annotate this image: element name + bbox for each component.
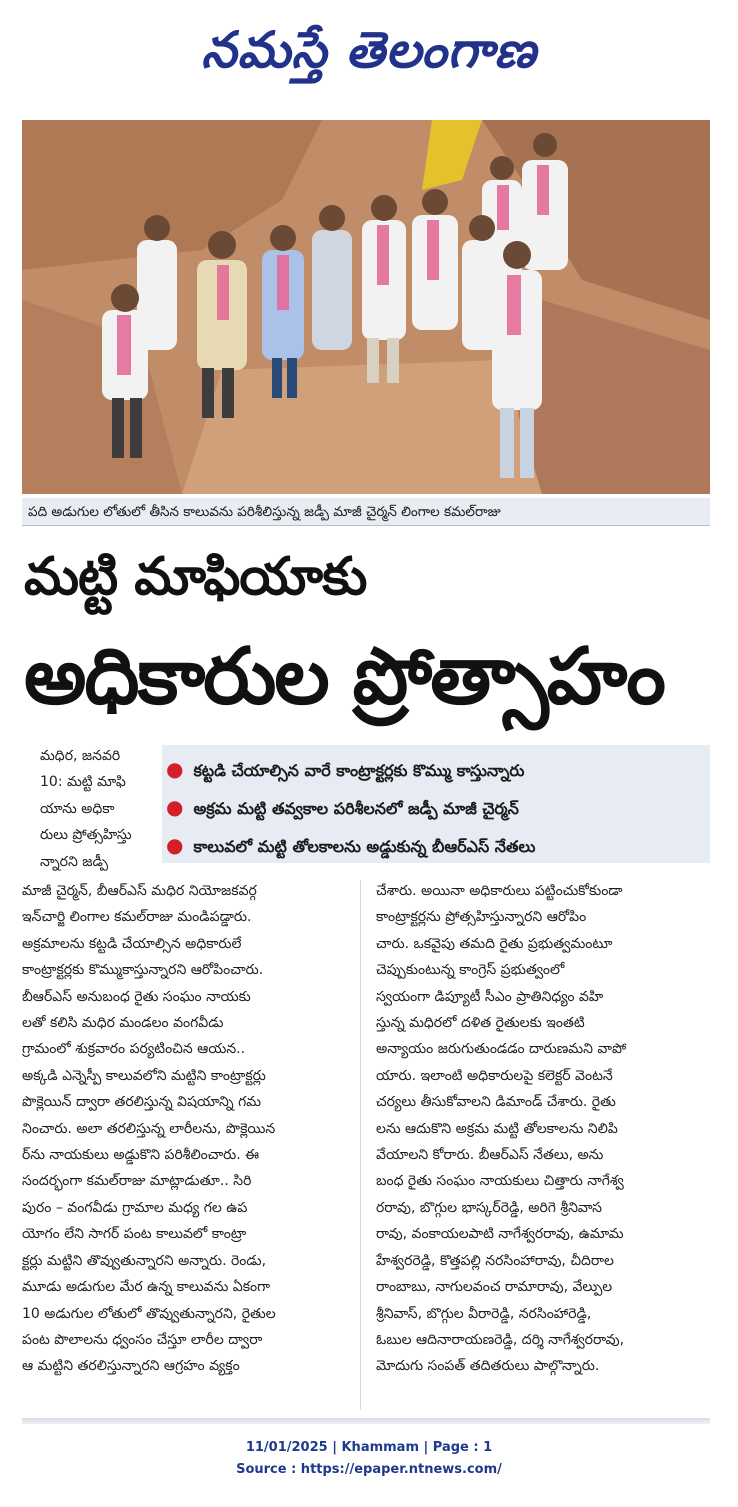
body-line: రావు, వంకాయలపాటి నాగేశ్వరరావు, ఉమామ xyxy=(376,1226,624,1243)
body-line: బంధ రైతు సంఘం నాయకులు చిత్తారు నాగేశ్వ xyxy=(376,1173,624,1190)
headline-line-1: మట్టి మాఫియాకు xyxy=(24,547,367,607)
body-line: చేశారు. అయినా అధికారులు పట్టించుకోకుండా xyxy=(376,883,623,899)
body-line: ఓబుల ఆదినారాయణరెడ్డి, దర్శి నాగేశ్వరరావు, xyxy=(376,1331,625,1348)
body-line: మోదుగు సంపత్ తదితరులు పాల్గొన్నారు. xyxy=(376,1358,600,1375)
dateline-line: రులు ప్రోత్సహిస్తు xyxy=(40,827,132,844)
photo-caption: పది అడుగుల లోతులో తీసిన కాలువను పరిశీలిస్తున్న జడ్పీ మాజీ చైర్మన్ లింగాల కమల్‌రాజు xyxy=(22,498,710,526)
dateline-column xyxy=(40,743,158,875)
subheads-box xyxy=(162,745,710,863)
news-photo xyxy=(22,120,710,494)
body-line: లను ఆదుకొని అక్రమ మట్టి తోలకాలను నిలిపి xyxy=(376,1120,618,1137)
body-line: నించారు. అలా తరలిస్తున్న లారీలను, పొక్లెయిన xyxy=(22,1120,276,1137)
body-line: ర్‌ను నాయకులు అడ్డుకొని పరిశీలించారు. ఈ xyxy=(22,1147,260,1164)
subhead-item xyxy=(166,789,706,827)
bullet-icon: ● xyxy=(166,757,184,781)
body-line: పొక్లెయిన్ ద్వారా తరలిస్తున్న విషయాన్ని గమ xyxy=(22,1094,262,1111)
subhead-item xyxy=(166,751,706,789)
body-line: క్టర్లు మట్టిని తొవ్వుతున్నారని అన్నారు. రెండు, xyxy=(22,1252,267,1269)
dateline-line: మధిర, జనవరి xyxy=(40,748,121,764)
subhead-text: కాలువలో మట్టి తోలకాలను అడ్డుకున్న బీఆర్‌ఎస్ నేతలు xyxy=(193,837,536,856)
body-line: యోగం లేని సాగర్ పంట కాలువలో కాంట్రా xyxy=(22,1226,247,1243)
dateline-line: 10: మట్టి మాఫి xyxy=(40,774,126,791)
body-line: పురం – వంగవీడు గ్రామాల మధ్య గల ఉప xyxy=(22,1199,248,1216)
article-bottom-rule xyxy=(22,1418,710,1424)
bullet-icon: ● xyxy=(166,795,184,819)
newspaper-title: నమస్తే తెలంగాణ xyxy=(201,20,537,79)
body-line: ఆ మట్టిని తరలిస్తున్నారని ఆగ్రహం వ్యక్తం xyxy=(22,1358,240,1375)
body-line: సందర్భంగా కమల్‌రాజు మాట్లాడుతూ.. సిరి xyxy=(22,1173,252,1190)
body-line: ఇన్‌చార్జి లింగాల కమల్‌రాజు మండిపడ్డారు. xyxy=(22,909,252,926)
body-line: మాజీ చైర్మన్, బీఆర్‌ఎస్ మధిర నియోజకవర్గ xyxy=(22,883,257,899)
body-line: వేయాలని కోరారు. బీఆర్‌ఎస్ నేతలు, అను xyxy=(376,1147,604,1164)
body-line: చర్యలు తీసుకోవాలని డిమాండ్ చేశారు. రైతు xyxy=(376,1094,616,1111)
body-line: బీఆర్‌ఎస్ అనుబంధ రైతు సంఘం నాయకు xyxy=(22,988,251,1005)
masthead xyxy=(0,0,738,112)
body-line: కాంట్రాక్టర్లను ప్రోత్సహిస్తున్నారని ఆరోపిం xyxy=(376,909,587,926)
body-line: హేశ్వరరెడ్డి, కొత్తపల్లి నరసింహారావు, చీదిరాల xyxy=(376,1252,614,1269)
body-line: మూడు అడుగుల మేర ఉన్న కాలువను ఏకంగా xyxy=(22,1279,271,1296)
body-line: గ్రామంలో శుక్రవారం పర్యటించిన ఆయన.. xyxy=(22,1041,246,1058)
edition-info: 11/01/2025 | Khammam | Page : 1 xyxy=(245,1440,493,1455)
body-line: స్తున్న మధిరలో దళిత రైతులకు ఇంతటి xyxy=(376,1015,585,1032)
body-line: అన్యాయం జరుగుతుండడం దారుణమని వాపో xyxy=(376,1041,627,1058)
body-column-left xyxy=(22,878,348,1380)
column-divider xyxy=(360,880,361,1410)
body-line: శ్రీనివాస్, బొగ్గుల వీరారెడ్డి, నరసింహారెడ్డి, xyxy=(376,1305,592,1322)
body-line: 10 అడుగుల లోతులో తొవ్వుతున్నారని, రైతుల xyxy=(22,1305,276,1322)
dateline-line: యాను అధికా xyxy=(40,800,115,817)
dateline-line: న్నారని జడ్పీ xyxy=(40,853,109,870)
subhead-text: కట్టడి చేయాల్సిన వారే కాంట్రాక్టర్లకు కొమ్ము కాస్తున్నారు xyxy=(193,761,525,780)
subhead-item xyxy=(166,827,706,865)
headline-line-2: అధికారుల ప్రోత్సాహం xyxy=(24,632,664,722)
body-line: స్వయంగా డిప్యూటీ సీఎం ప్రాతినిధ్యం వహి xyxy=(376,988,604,1005)
body-line: చెప్పుకుంటున్న కాంగ్రెస్ ప్రభుత్వంలో xyxy=(376,962,565,979)
body-column-right xyxy=(376,878,710,1380)
body-line: రాంబాబు, నాగులవంచ రామారావు, వేల్పుల xyxy=(376,1279,613,1296)
bullet-icon: ● xyxy=(166,833,184,857)
body-line: రరావు, బొగ్గుల భాస్కర్‌రెడ్డి, అరిగె శ్రీనివాస xyxy=(376,1199,602,1216)
subhead-text: అక్రమ మట్టి తవ్వకాల పరిశీలనలో జడ్పీ మాజీ చైర్మన్ xyxy=(193,799,519,818)
body-line: యారు. ఇలాంటి అధికారులపై కలెక్టర్ వెంటనే xyxy=(376,1067,613,1084)
body-line: చారు. ఒకవైపు తమది రైతు ప్రభుత్వమంటూ xyxy=(376,935,613,952)
body-line: కాంట్రాక్టర్లకు కొమ్ముకాస్తున్నారని ఆరోపించారు. xyxy=(22,962,264,979)
body-line: అక్కడి ఎన్నెస్పీ కాలువలోని మట్టిని కాంట్రాక్టర్లు xyxy=(22,1067,266,1084)
news-photo-image xyxy=(22,120,710,494)
body-line: పంట పొలాలను ధ్వంసం చేస్తూ లారీల ద్వారా xyxy=(22,1331,263,1348)
body-line: అక్రమాలను కట్టడి చేయాల్సిన అధికారులే xyxy=(22,935,242,952)
body-line: లతో కలిసి మధిర మండలం వంగవీడు xyxy=(22,1015,224,1032)
source-link[interactable]: Source : https://epaper.ntnews.com/ xyxy=(236,1462,502,1477)
